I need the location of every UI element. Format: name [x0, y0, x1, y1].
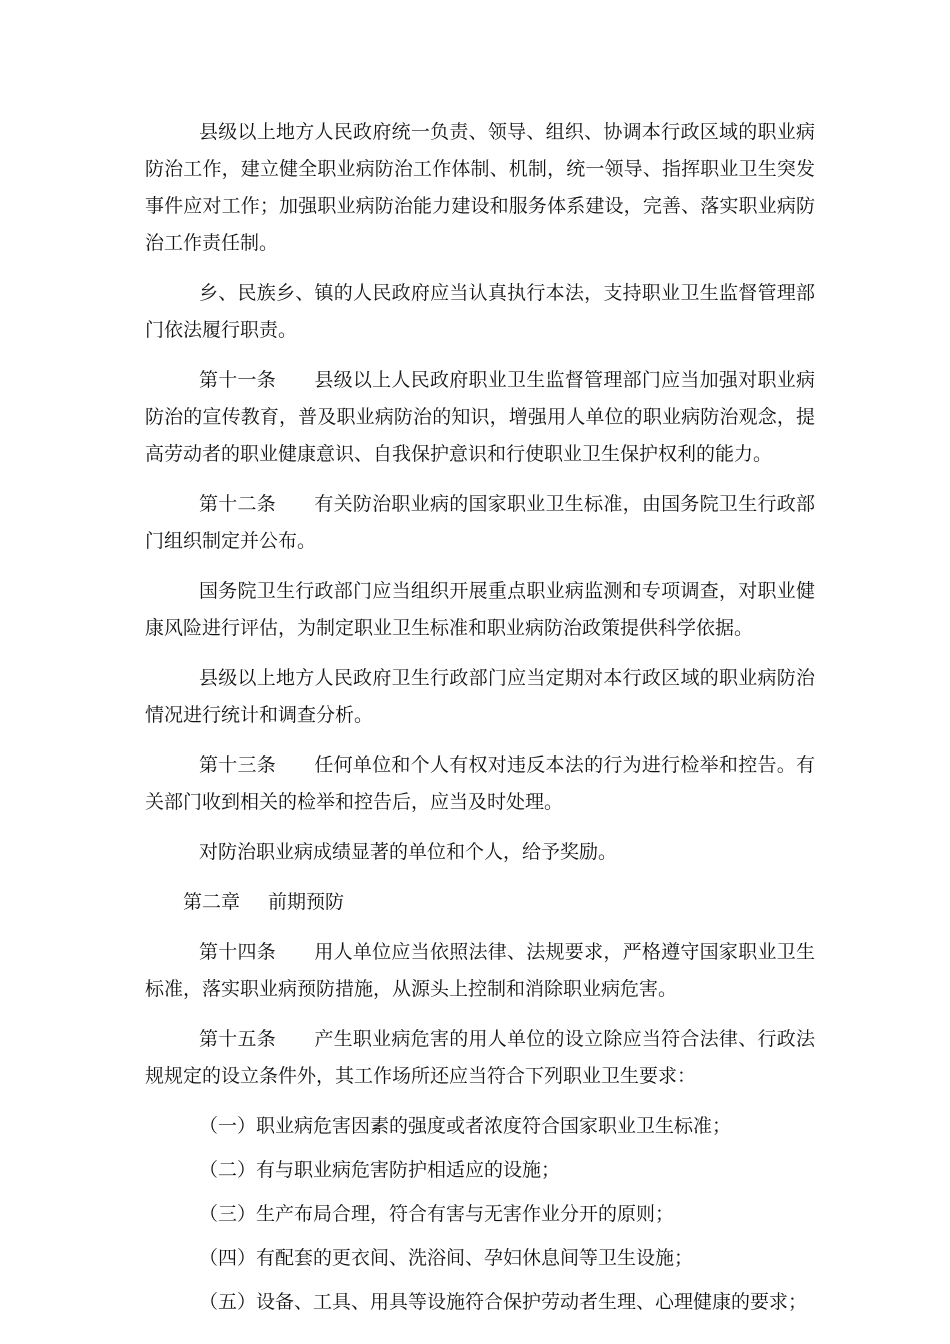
paragraph-text: 县级以上人民政府职业卫生监督管理部门应当加强对职业病防治的宣传教育，普及职业病防治的知识，增强用人单位的职业病防治观念，提高劳动者的职业健康意识、自我保护意识和行使职业卫生保护权利的能力。 [145, 369, 815, 465]
paragraph [145, 660, 815, 734]
paragraph [145, 275, 815, 349]
article-paragraph [145, 1021, 815, 1095]
list-item: （三）生产布局合理，符合有害与无害作业分开的原则； [199, 1203, 675, 1225]
document-page [145, 114, 815, 1328]
article-number: 第十四条 [199, 941, 277, 963]
paragraph [145, 114, 815, 262]
paragraph-text: 国务院卫生行政部门应当组织开展重点职业病监测和专项调查，对职业健康风险进行评估，为制定职业卫生标准和职业病防治政策提供科学依据。 [145, 580, 815, 639]
paragraph-text: 县级以上地方人民政府卫生行政部门应当定期对本行政区域的职业病防治情况进行统计和调查分析。 [145, 667, 815, 726]
article-number: 第十二条 [199, 493, 277, 515]
article-paragraph [145, 486, 815, 560]
article-number: 第十五条 [199, 1028, 277, 1050]
article-number: 第十三条 [199, 754, 277, 776]
paragraph-text: 县级以上地方人民政府统一负责、领导、组织、协调本行政区域的职业病防治工作，建立健全职业病防治工作体制、机制，统一领导、指挥职业卫生突发事件应对工作；加强职业病防治能力建设和服务体系建设，完善、落实职业病防治工作责任制。 [145, 121, 815, 254]
paragraph-text: 有关防治职业病的国家职业卫生标准，由国务院卫生行政部门组织制定并公布。 [145, 493, 815, 552]
paragraph-text: 对防治职业病成绩显著的单位和个人，给予奖励。 [199, 841, 618, 863]
article-paragraph [145, 747, 815, 821]
article-number: 第十一条 [199, 369, 277, 391]
chapter-title: 前期预防 [268, 891, 345, 913]
chapter-number: 第二章 [183, 891, 241, 913]
list-item: （四）有配套的更衣间、洗浴间、孕妇休息间等卫生设施； [199, 1247, 694, 1269]
paragraph-text: 乡、民族乡、镇的人民政府应当认真执行本法，支持职业卫生监督管理部门依法履行职责。 [145, 282, 815, 341]
paragraph-text: 任何单位和个人有权对违反本法的行为进行检举和控告。有关部门收到相关的检举和控告后，应当及时处理。 [145, 754, 815, 813]
list-item: （二）有与职业病危害防护相适应的设施； [199, 1159, 561, 1181]
paragraph [145, 834, 815, 871]
list-item: （一）职业病危害因素的强度或者浓度符合国家职业卫生标准； [199, 1115, 732, 1137]
chapter-heading [145, 884, 815, 921]
article-paragraph [145, 362, 815, 473]
paragraph-text: 用人单位应当依照法律、法规要求，严格遵守国家职业卫生标准，落实职业病预防措施，从源头上控制和消除职业病危害。 [145, 941, 815, 1000]
paragraph-text: 产生职业病危害的用人单位的设立除应当符合法律、行政法规规定的设立条件外，其工作场所还应当符合下列职业卫生要求： [145, 1028, 815, 1087]
article-paragraph [145, 934, 815, 1008]
paragraph [145, 573, 815, 647]
list-item: （五）设备、工具、用具等设施符合保护劳动者生理、心理健康的要求； [199, 1291, 808, 1313]
